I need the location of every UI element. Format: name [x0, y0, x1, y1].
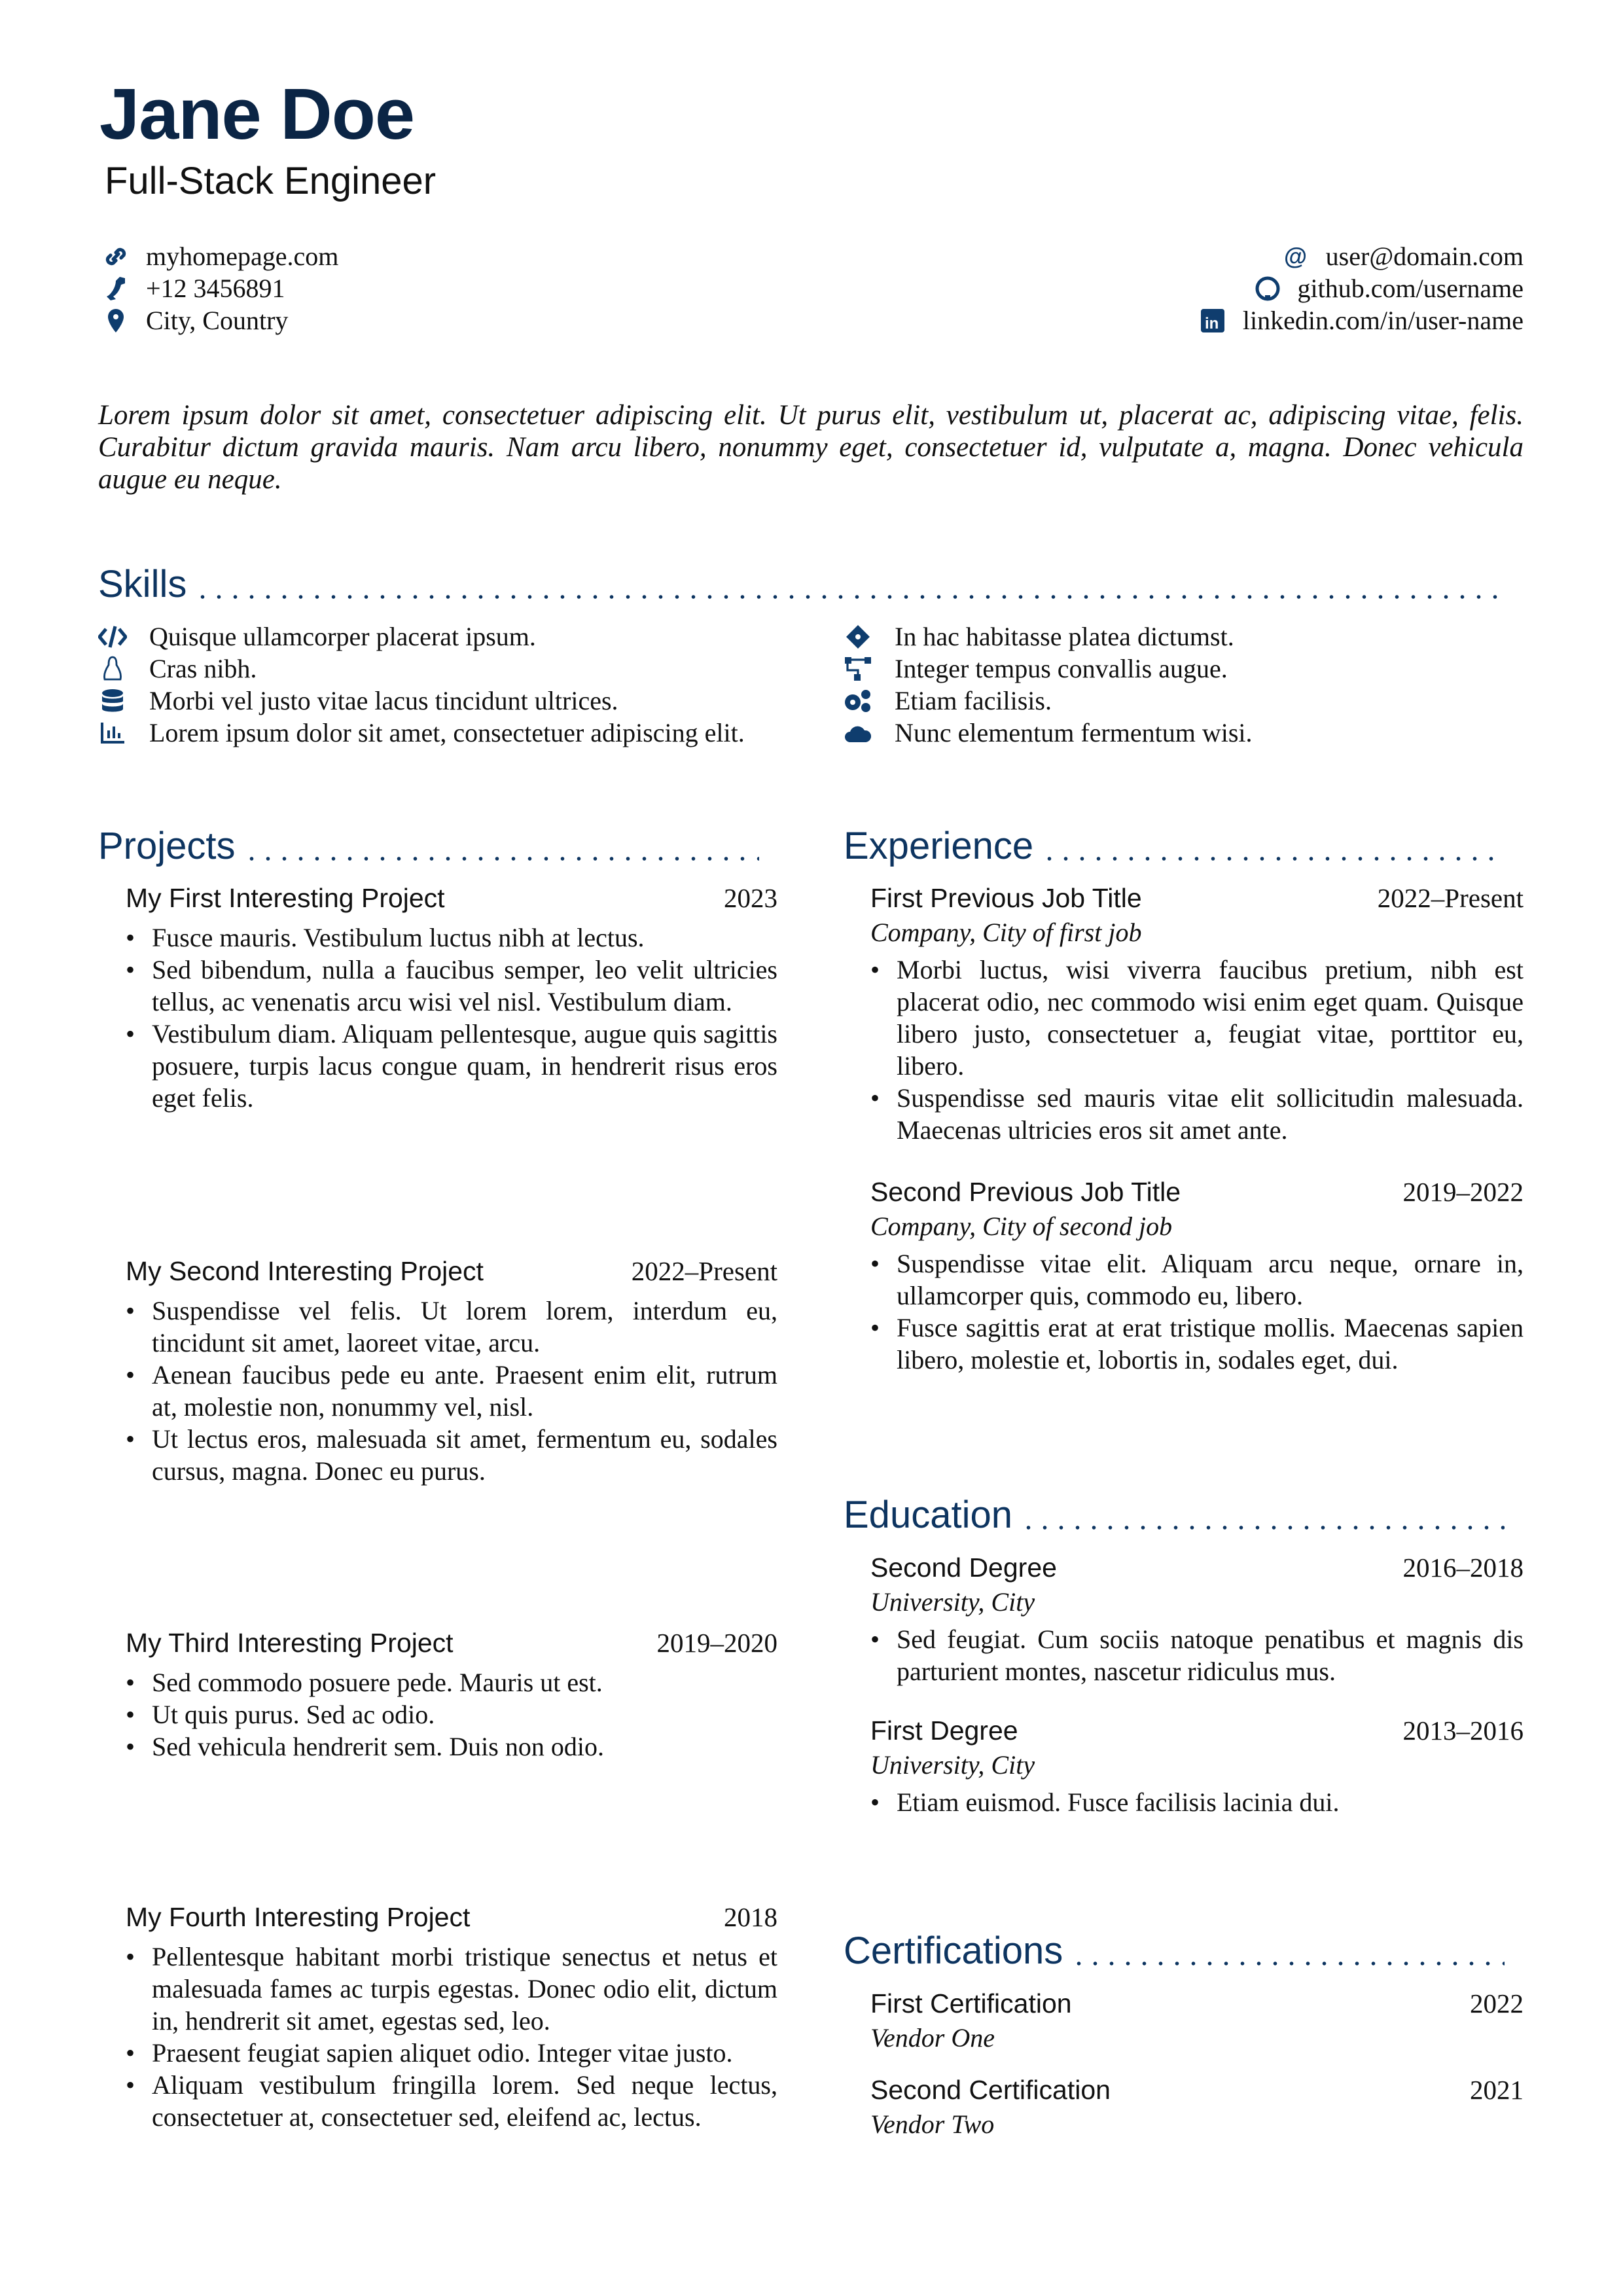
cloud-icon — [844, 720, 872, 746]
bullet: • Etiam euismod. Fusce facilisis lacinia dui. — [897, 1786, 1524, 1818]
svg-text:@: @ — [1283, 243, 1307, 270]
name: Jane Doe — [99, 74, 415, 154]
project-entry — [126, 1255, 777, 1487]
svg-text:in: in — [1204, 314, 1219, 332]
bullet: • Aliquam vestibulum fringilla lorem. Sed neque lectus, consectetuer at, consectetuer sed, eleifend ac, lectus. — [152, 2069, 777, 2133]
github-text: github.com/username — [1297, 274, 1524, 303]
bullet: • Fusce mauris. Vestibulum luctus nibh at lectus. — [152, 922, 777, 954]
certification-date: 2021 — [1470, 2075, 1524, 2105]
project-entry — [126, 882, 777, 1114]
contact-homepage[interactable] — [103, 240, 338, 272]
vendor: Vendor One — [870, 2023, 995, 2053]
experience-heading-text: Experience — [844, 825, 1034, 867]
education-heading-text: Education — [844, 1494, 1012, 1536]
project-title: My Third Interesting Project — [126, 1628, 454, 1658]
contact-linkedin[interactable] — [1200, 304, 1524, 336]
leader-dots — [243, 856, 759, 861]
skill-item — [98, 717, 745, 749]
git-icon — [844, 624, 872, 650]
project-title: My First Interesting Project — [126, 883, 445, 913]
bullet: • Morbi luctus, wisi viverra faucibus pretium, nibh est placerat odio, nec commodo wisi enim eget quam. Quisque libero justo, consectetuer a, feugiat vitae, porttitor eu, libero. — [897, 954, 1524, 1082]
skill-text: Etiam facilisis. — [895, 686, 1052, 715]
bullet: • Praesent feugiat sapien aliquet odio. Integer vitae justo. — [152, 2037, 777, 2069]
certification-entry — [870, 1988, 1524, 2054]
certification-entry — [870, 2074, 1524, 2140]
linkedin-text: linkedin.com/in/user-name — [1242, 306, 1524, 335]
project-title: My Second Interesting Project — [126, 1256, 484, 1286]
location-text: City, Country — [146, 306, 289, 335]
project-date: 2022–Present — [631, 1256, 777, 1286]
bullet: • Ut lectus eros, malesuada sit amet, fermentum eu, sodales cursus, magna. Donec eu purus. — [152, 1423, 777, 1487]
summary: Lorem ipsum dolor sit amet, consectetuer adipiscing elit. Ut purus elit, vestibulum ut, placerat ac, adipiscing vitae, felis. Curabitur dictum gravida mauris. Nam arcu libero, nonummy eget, consectetuer id, vulputate a, magna. Donec vehicula augue eu neque. — [98, 400, 1524, 495]
gears-icon — [844, 688, 872, 714]
skills-heading — [98, 562, 1505, 603]
company: Company, City of second job — [870, 1211, 1173, 1241]
database-icon — [98, 688, 127, 714]
university: University, City — [870, 1750, 1035, 1780]
skill-item — [844, 653, 1253, 685]
experience-heading — [844, 823, 1505, 865]
contact-location — [103, 304, 288, 336]
contact-phone[interactable] — [103, 272, 285, 304]
bullet: • Pellentesque habitant morbi tristique senectus et netus et malesuada fames ac turpis egestas. Donec odio elit, dictum in, hendrerit sit amet, egestas sed, leo. — [152, 1941, 777, 2037]
skill-item — [98, 653, 745, 685]
phone-text: +12 3456891 — [146, 274, 285, 303]
contact-email[interactable] — [1283, 240, 1524, 272]
contact-github[interactable] — [1255, 272, 1524, 304]
linux-icon — [98, 656, 127, 682]
skill-text: Nunc elementum fermentum wisi. — [895, 718, 1253, 747]
skill-item — [844, 620, 1253, 653]
leader-dots — [1071, 1961, 1505, 1966]
projects-heading — [98, 823, 759, 865]
skill-item — [98, 620, 745, 653]
link-icon — [103, 243, 129, 270]
skill-text: Cras nibh. — [149, 654, 257, 683]
skill-item — [844, 685, 1253, 717]
leader-dots — [1041, 856, 1505, 861]
bullet: • Sed commodo posuere pede. Mauris ut est. — [152, 1666, 777, 1698]
vendor: Vendor Two — [870, 2109, 995, 2139]
location-icon — [103, 308, 129, 334]
education-entry — [870, 1552, 1524, 1687]
job-title: Second Previous Job Title — [870, 1177, 1181, 1207]
skills-heading-text: Skills — [98, 563, 187, 605]
job-date: 2019–2022 — [1402, 1177, 1524, 1207]
job-date: 2022–Present — [1377, 883, 1524, 913]
bullet: • Suspendisse vel felis. Ut lorem lorem, interdum eu, tincidunt sit amet, laoreet vitae, arcu. — [152, 1295, 777, 1359]
bullet: • Suspendisse sed mauris vitae elit sollicitudin malesuada. Maecenas ultricies eros sit amet ante. — [897, 1082, 1524, 1146]
skill-text: Integer tempus convallis augue. — [895, 654, 1228, 683]
bullet: • Sed vehicula hendrerit sem. Duis non odio. — [152, 1731, 777, 1763]
chart-icon — [98, 720, 127, 746]
bullet: • Sed bibendum, nulla a faucibus semper, leo velit ultricies tellus, ac venenatis arcu wisi vel nisl. Vestibulum diam. — [152, 954, 777, 1018]
project-title: My Fourth Interesting Project — [126, 1902, 471, 1932]
certification-title: Second Certification — [870, 2075, 1111, 2105]
degree-title: Second Degree — [870, 1552, 1057, 1583]
education-heading — [844, 1492, 1505, 1534]
skill-text: Morbi vel justo vitae lacus tincidunt ultrices. — [149, 686, 618, 715]
email-text: user@domain.com — [1325, 242, 1524, 271]
projects-heading-text: Projects — [98, 825, 236, 867]
bullet: • Ut quis purus. Sed ac odio. — [152, 1698, 777, 1731]
degree-title: First Degree — [870, 1715, 1018, 1746]
linkedin-icon — [1200, 308, 1226, 334]
project-date: 2018 — [724, 1902, 777, 1932]
degree-date: 2013–2016 — [1402, 1715, 1524, 1746]
leader-dots — [194, 594, 1505, 600]
company: Company, City of first job — [870, 918, 1142, 947]
github-icon — [1255, 276, 1281, 302]
network-icon — [844, 656, 872, 682]
certification-title: First Certification — [870, 1988, 1072, 2018]
skill-item — [98, 685, 745, 717]
university: University, City — [870, 1587, 1035, 1617]
bullet: • Vestibulum diam. Aliquam pellentesque, augue quis sagittis posuere, turpis lacus congue quam, in hendrerit risus eros eget felis. — [152, 1018, 777, 1114]
skills-left-column — [98, 620, 745, 749]
certification-date: 2022 — [1470, 1988, 1524, 2018]
skill-text: In hac habitasse platea dictumst. — [895, 622, 1234, 651]
project-entry — [126, 1627, 777, 1763]
homepage-text: myhomepage.com — [146, 242, 339, 271]
skill-item — [844, 717, 1253, 749]
project-entry — [126, 1901, 777, 2133]
experience-entry — [870, 1176, 1524, 1376]
education-entry — [870, 1715, 1524, 1818]
experience-entry — [870, 882, 1524, 1146]
bullet: • Sed feugiat. Cum sociis natoque penatibus et magnis dis parturient montes, nascetur ridiculus mus. — [897, 1623, 1524, 1687]
degree-date: 2016–2018 — [1402, 1552, 1524, 1583]
bullet: • Aenean faucibus pede eu ante. Praesent enim elit, rutrum at, molestie non, nonummy vel, nisl. — [152, 1359, 777, 1423]
certifications-heading-text: Certifications — [844, 1929, 1063, 1972]
phone-icon — [103, 276, 129, 302]
bullet: • Fusce sagittis erat at erat tristique mollis. Maecenas sapien libero, molestie et, lobortis in, sodales eget, dui. — [897, 1312, 1524, 1376]
at-icon — [1283, 243, 1309, 270]
skill-text: Lorem ipsum dolor sit amet, consectetuer adipiscing elit. — [149, 718, 745, 747]
job-title: First Previous Job Title — [870, 883, 1142, 913]
skills-right-column — [844, 620, 1253, 749]
skill-text: Quisque ullamcorper placerat ipsum. — [149, 622, 536, 651]
certifications-heading — [844, 1928, 1505, 1970]
code-icon — [98, 624, 127, 650]
leader-dots — [1020, 1525, 1505, 1530]
project-date: 2019–2020 — [656, 1628, 777, 1658]
project-date: 2023 — [724, 883, 777, 913]
job-title: Full-Stack Engineer — [105, 160, 437, 202]
bullet: • Suspendisse vitae elit. Aliquam arcu neque, ornare in, ullamcorper quis, commodo eu, libero. — [897, 1247, 1524, 1312]
